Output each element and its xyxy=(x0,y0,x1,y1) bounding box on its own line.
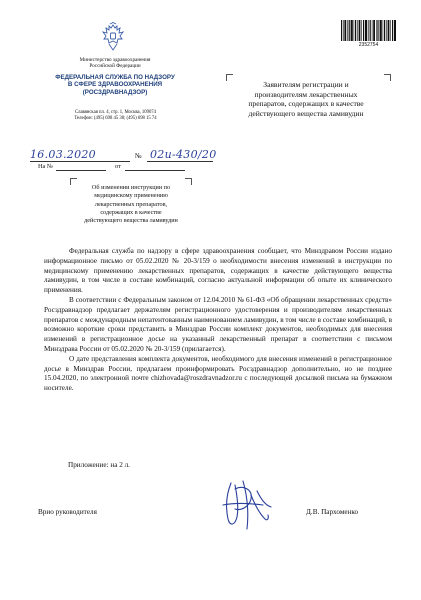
registration-date: 16.03.2020 xyxy=(30,148,96,161)
registration-number: 02и-430/20 xyxy=(150,148,217,161)
recipient-line: Заявителям регистрации и xyxy=(263,80,349,89)
barcode-number: 2352754 xyxy=(358,42,379,48)
reply-date-underline xyxy=(125,170,185,171)
body-paragraph: О дате представления комплекта документов, необходимого для внесения изменений в регистрационное досье в Минздрав России, предлагаем проинформировать Росздравнадзор дополнительно, но не позднее 15.04.2020, по электронной почте chizhovada@roszdravnadzor.ru с последующей досылкой письма на бумажном носителе. xyxy=(44,354,392,393)
agency-line: В СФЕРЕ ЗДРАВООХРАНЕНИЯ xyxy=(67,81,163,89)
address-line: Славянская пл. 4, стр. 1, Москва, 109074 xyxy=(74,110,156,115)
ministry-line: Российской Федерации xyxy=(89,63,141,70)
address-line: Телефон: (495) 698 45 38; (495) 698 15 74 xyxy=(74,116,157,122)
subject-line: содержащих в качестве xyxy=(100,208,162,216)
ministry-line: Министерство здравоохранения xyxy=(79,57,151,63)
barcode-icon xyxy=(341,20,396,41)
reply-date-label: от xyxy=(115,163,121,170)
reply-to-line xyxy=(38,163,53,170)
recipient-corner-tr xyxy=(384,74,391,81)
number-label: № xyxy=(135,152,142,160)
recipient-line: действующего вещества ламивудин xyxy=(248,108,364,118)
signer-role: Врио руководителя xyxy=(38,508,97,516)
agency-line: (РОСЗДРАВНАДЗОР) xyxy=(82,88,148,96)
subject-line: действующего вещества ламивудин xyxy=(84,217,178,225)
date-underline xyxy=(30,161,130,162)
attachment-note: Приложение: на 2 л. xyxy=(68,461,130,469)
letter-body xyxy=(44,247,392,394)
number-underline xyxy=(147,161,213,162)
recipient-block xyxy=(232,80,380,118)
subject-line: Об изменении инструкции по xyxy=(91,184,171,191)
subject-line: лекарственных препаратов, xyxy=(94,200,168,208)
agency-name xyxy=(40,74,190,96)
agency-line: ФЕДЕРАЛЬНАЯ СЛУЖБА ПО НАДЗОРУ xyxy=(55,74,175,81)
ministry-name xyxy=(55,57,175,70)
recipient-line: производителям лекарственных xyxy=(254,89,358,99)
handwritten-signature xyxy=(213,475,283,535)
reply-number-underline xyxy=(56,170,106,171)
subject-block xyxy=(75,184,187,225)
recipient-line: препаратов, содержащих в качестве xyxy=(248,99,364,109)
subject-line: медицинскому применению xyxy=(94,192,168,200)
registration-line xyxy=(30,148,215,162)
body-paragraph: Федеральная служба по надзору в сфере здравоохранения сообщает, что Минздравом России издано информационное письмо от 05.02.2020 № 20-3/159 о необходимости внесения изменений в инструкции по медицинскому применению лекарственных препаратов, содержащих в качестве действующего вещества ламивудин, в том числе в составе комбинаций, согласно актуальной информации об опыте их клинического применения. xyxy=(44,247,392,295)
body-paragraph: В соответствии с Федеральным законом от 12.04.2010 № 61-ФЗ «Об обращении лекарственных средств» Росздравнадзор предлагает держателям регистрационного удостоверения и производителям лекарственных препаратов с международным непатентованным наименованием ламивудин, в том числе в составе комбинаций, в возможно короткие сроки представить в Минздрав России комплект документов, необходимых для внесения изменений в регистрационное досье на указанный лекарственный препарат в соответствии с письмом Минздрава России от 05.02.2020 № 20-3/159 (прилагается). xyxy=(44,295,392,353)
agency-address xyxy=(48,110,183,122)
reply-number-label: На № xyxy=(38,163,53,170)
signer-name: Д.В. Пархоменко xyxy=(306,508,359,516)
coat-of-arms-icon xyxy=(100,22,126,52)
